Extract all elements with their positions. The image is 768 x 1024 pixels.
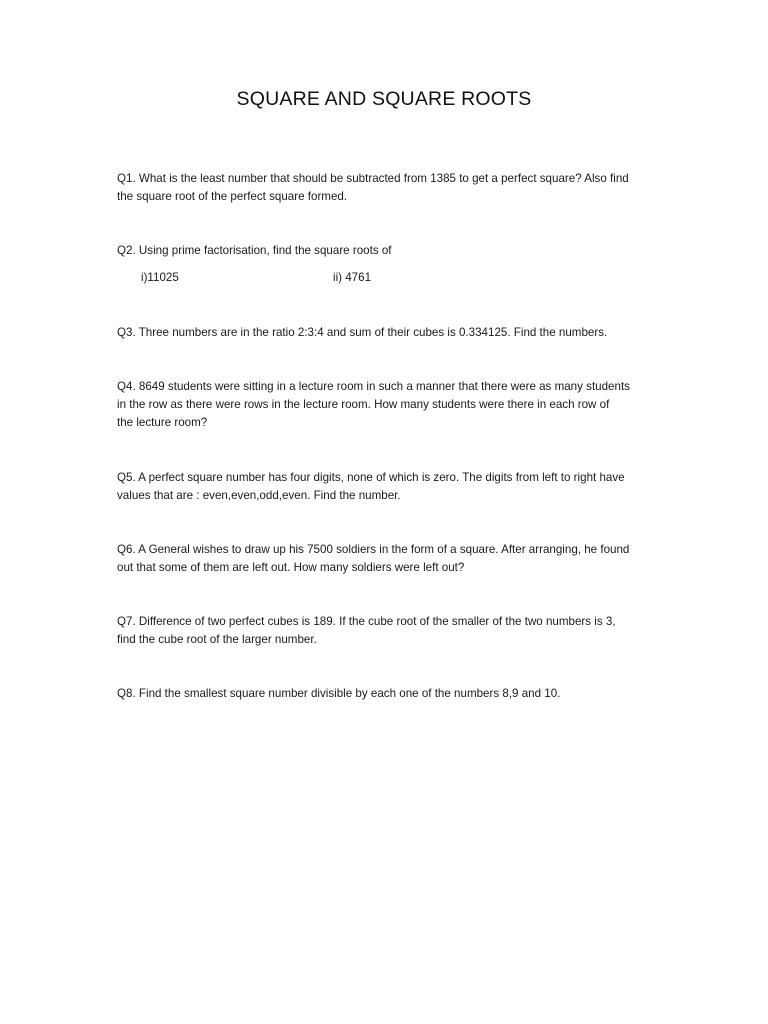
page-title: SQUARE AND SQUARE ROOTS (236, 88, 532, 110)
question-6-line-1: Q6. A General wishes to draw up his 7500 soldiers in the form of a square. After arranging, he found (117, 543, 630, 556)
question-3-line-1: Q3. Three numbers are in the ratio 2:3:4 and sum of their cubes is 0.334125. Find the numbers. (117, 326, 608, 339)
question-6 (117, 541, 657, 577)
question-1 (117, 170, 657, 206)
question-6-line-2: out that some of them are left out. How many soldiers were left out? (117, 561, 465, 574)
question-5-line-1: Q5. A perfect square number has four digits, none of which is zero. The digits from left to right have (117, 471, 625, 484)
question-1-line-1: Q1. What is the least number that should be subtracted from 1385 to get a perfect square? Also find (117, 172, 629, 185)
question-4 (117, 378, 657, 432)
question-2 (117, 242, 657, 260)
question-4-line-3: the lecture room? (117, 416, 208, 429)
question-4-line-2: in the row as there were rows in the lecture room. How many students were there in each row of (117, 398, 610, 411)
question-5 (117, 469, 657, 505)
question-2-part-i: i)11025 (141, 271, 179, 284)
question-2-line-1: Q2. Using prime factorisation, find the square roots of (117, 244, 392, 257)
question-4-line-1: Q4. 8649 students were sitting in a lecture room in such a manner that there were as many students (117, 380, 630, 393)
question-7-line-2: find the cube root of the larger number. (117, 633, 317, 646)
question-3 (117, 324, 657, 342)
question-7-line-1: Q7. Difference of two perfect cubes is 189. If the cube root of the smaller of the two numbers is 3, (117, 615, 616, 628)
question-8-line-1: Q8. Find the smallest square number divisible by each one of the numbers 8,9 and 10. (117, 687, 561, 700)
question-5-line-2: values that are : even,even,odd,even. Find the number. (117, 489, 401, 502)
question-8 (117, 685, 657, 703)
question-7 (117, 613, 657, 649)
question-1-line-2: the square root of the perfect square formed. (117, 190, 348, 203)
question-2-part-ii: ii) 4761 (333, 271, 372, 284)
